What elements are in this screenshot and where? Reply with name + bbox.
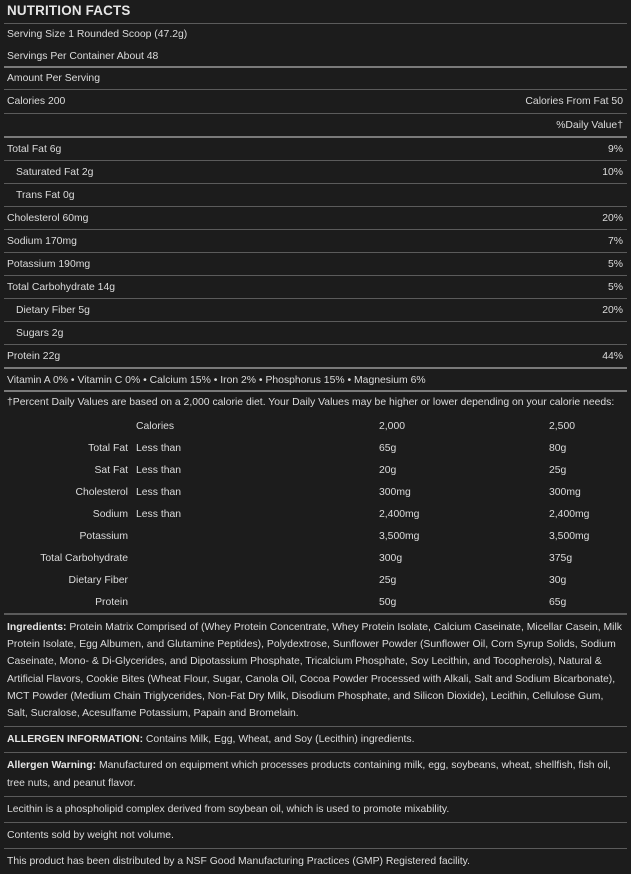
ingredients (4, 614, 627, 727)
nutrient-label: Saturated Fat 2g (16, 166, 94, 178)
reference-cell: Sat Fat (94, 464, 128, 476)
nutrition-facts-panel (4, 2, 627, 874)
amount-per-serving: Amount Per Serving (4, 68, 627, 90)
reference-cell (132, 569, 379, 591)
reference-cell: Total Fat (88, 442, 128, 454)
reference-cell (132, 547, 379, 569)
reference-row (4, 547, 627, 569)
nutrient-daily-value: 20% (602, 212, 623, 224)
ingredients-label: Ingredients: (7, 622, 67, 633)
daily-value-header: %Daily Value† (4, 114, 627, 138)
reference-cell: Total Carbohydrate (40, 552, 128, 564)
reference-cell: Dietary Fiber (68, 574, 128, 586)
nutrient-row (4, 345, 627, 369)
nutrient-daily-value: 44% (602, 350, 623, 362)
nutrient-row (4, 322, 627, 345)
serving-size: Serving Size 1 Rounded Scoop (47.2g) (7, 29, 188, 40)
nutrient-daily-value: 5% (607, 281, 623, 293)
nutrient-row (4, 207, 627, 230)
nutrient-label: Total Carbohydrate 14g (7, 281, 116, 293)
reference-cell: 2,500 (549, 420, 576, 432)
reference-cell: 65g (379, 442, 397, 454)
reference-cell: 25g (549, 464, 567, 476)
reference-row (4, 525, 627, 547)
nutrient-label: Sodium 170mg (7, 235, 77, 247)
reference-cell: Less than (136, 442, 182, 454)
reference-cell: 300g (379, 552, 403, 564)
reference-cell: Less than (136, 508, 182, 520)
nutrient-label: Protein 22g (7, 350, 61, 362)
reference-cell: 50g (379, 596, 397, 608)
reference-row (4, 591, 627, 614)
reference-cell: Sodium (92, 508, 128, 520)
allergen-warning-label: Allergen Warning: (7, 760, 97, 772)
lecithin-note: Lecithin is a phospholipid complex derived from soybean oil, which is used to promote mixability. (4, 797, 627, 823)
reference-cell: Protein (95, 596, 128, 608)
calories-from-fat: Calories From Fat 50 (525, 96, 623, 107)
nutrient-daily-value: 20% (602, 304, 623, 316)
allergen-information-text: Contains Milk, Egg, Wheat, and Soy (Lecithin) ingredients. (143, 734, 415, 746)
nutrient-label: Cholesterol 60mg (7, 212, 89, 224)
reference-cell: Potassium (79, 530, 128, 542)
reference-row (4, 481, 627, 503)
reference-cell: 2,400mg (549, 508, 590, 520)
nutrient-list (4, 138, 627, 369)
nutrient-label: Potassium 190mg (7, 258, 91, 270)
nutrient-daily-value: 5% (607, 258, 623, 270)
nutrient-row (4, 253, 627, 276)
nutrient-row (4, 161, 627, 184)
daily-value-footnote: †Percent Daily Values are based on a 2,000 calorie diet. Your Daily Values may be higher or lower depending on your calorie needs: (7, 397, 615, 408)
reference-cell: 80g (549, 442, 567, 454)
reference-cell (132, 525, 379, 547)
weight-note: Contents sold by weight not volume. (4, 823, 627, 849)
reference-cell: 375g (549, 552, 573, 564)
allergen-information-label: ALLERGEN INFORMATION: (7, 734, 144, 746)
reference-header-row (4, 415, 627, 437)
reference-row (4, 503, 627, 525)
daily-value-reference-table (4, 415, 627, 614)
servings-per-container: Servings Per Container About 48 (4, 46, 627, 68)
nutrient-row (4, 184, 627, 207)
reference-row (4, 569, 627, 591)
reference-cell: 2,000 (379, 420, 406, 432)
reference-cell: Less than (136, 464, 182, 476)
reference-cell (132, 591, 379, 614)
reference-cell: 3,500mg (549, 530, 590, 542)
reference-row (4, 459, 627, 481)
nutrient-row (4, 299, 627, 322)
nutrient-label: Dietary Fiber 5g (16, 304, 90, 316)
reference-cell: 2,400mg (379, 508, 420, 520)
reference-cell: 25g (379, 574, 397, 586)
nutrient-row (4, 138, 627, 161)
reference-cell: Less than (136, 486, 182, 498)
calories-row (4, 90, 627, 114)
nutrition-facts-title: NUTRITION FACTS (4, 2, 627, 24)
reference-cell: 3,500mg (379, 530, 420, 542)
reference-cell: 30g (549, 574, 567, 586)
nutrient-daily-value: 9% (607, 143, 623, 155)
allergen-warning-text: Manufactured on equipment which processes products containing milk, egg, soybeans, wheat, shellfish, fish oil, tree nuts, and peanut flavor. (7, 760, 611, 789)
reference-cell (4, 415, 132, 437)
reference-cell: 65g (549, 596, 567, 608)
nutrient-label: Trans Fat 0g (16, 189, 75, 201)
ingredients-text: Protein Matrix Comprised of (Whey Protein Concentrate, Whey Protein Isolate, Calcium Caseinate, Micellar Casein, Milk Protein Isolate, Egg Albumen, and Glutamine Peptides), Polydextrose, Sunflower Powder (Sunflower Oil, Corn Syrup Solids, Sodium Caseinate, Mono- & Di-Glycerides, and Dipotassium Phosphate, Tricalcium Phosphate, Soy Lecithin, and Tocopherols), Natural & Artificial Flavors, Cookie Bites (Wheat Flour, Sugar, Canola Oil, Cocoa Powder Processed with Alkali, Salt and Sodium Bicarbonate), MCT Powder (Medium Chain Triglycerides, Non-Fat Dry Milk, Disodium Phosphate, and Silicon Dioxide), Lecithin, Cellulose Gum, Salt, Sucralose, Acesulfame Potassium, Papain and Bromelain. (7, 622, 622, 720)
reference-cell: Calories (136, 420, 175, 432)
reference-row (4, 437, 627, 459)
nutrient-daily-value: 10% (602, 166, 623, 178)
reference-cell: 300mg (379, 486, 411, 498)
nutrient-label: Sugars 2g (16, 327, 64, 339)
allergen-warning (4, 753, 627, 796)
nutrient-row (4, 230, 627, 253)
nutrient-row (4, 276, 627, 299)
calories: Calories 200 (7, 96, 66, 107)
reference-cell: 20g (379, 464, 397, 476)
reference-cell: 300mg (549, 486, 581, 498)
reference-cell: Cholesterol (75, 486, 128, 498)
allergen-information (4, 727, 627, 753)
nutrient-label: Total Fat 6g (7, 143, 62, 155)
distribution-note: This product has been distributed by a NSF Good Manufacturing Practices (GMP) Registered facility. (7, 856, 470, 868)
nutrient-daily-value: 7% (607, 235, 623, 247)
vitamins-line: Vitamin A 0% • Vitamin C 0% • Calcium 15% • Iron 2% • Phosphorus 15% • Magnesium 6% (4, 369, 627, 392)
